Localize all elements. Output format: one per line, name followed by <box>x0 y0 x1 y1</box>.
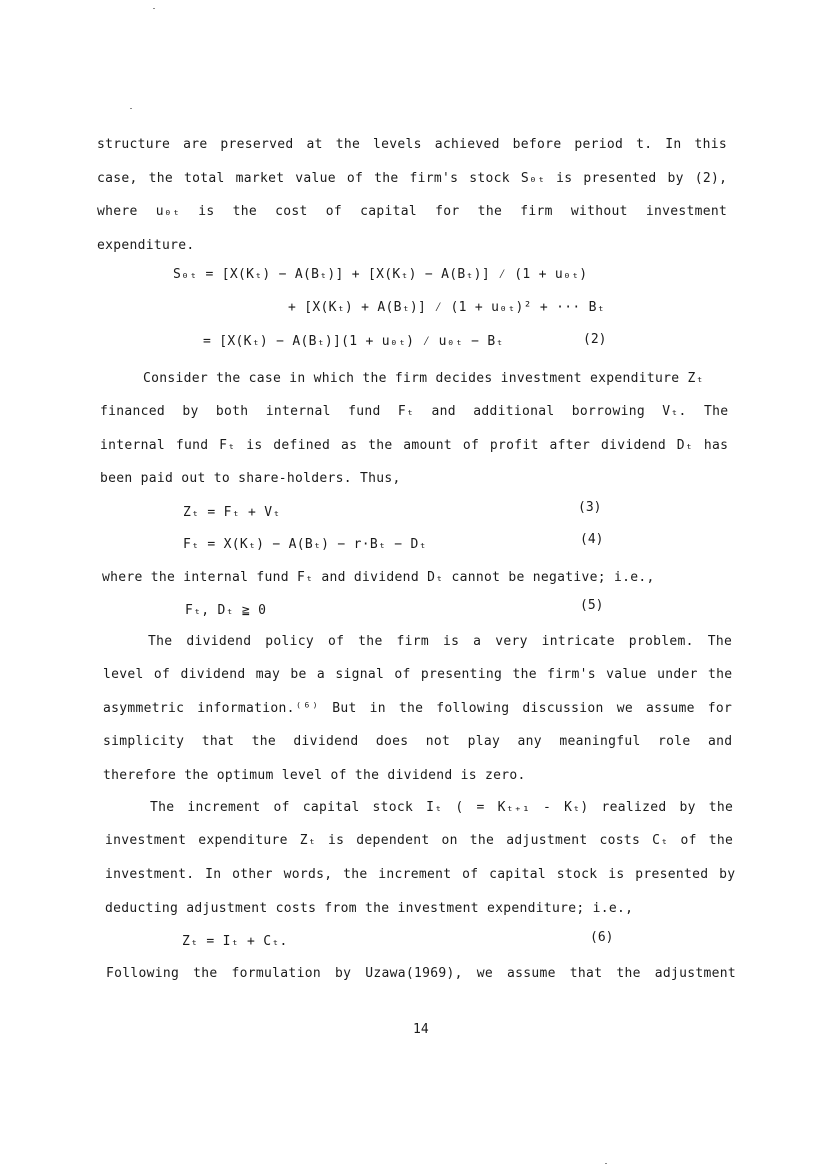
text-line: The increment of capital stock Iₜ ( = Kₜ₊₁ - Kₜ) realized by the <box>150 800 734 815</box>
text-line: level of dividend may be a signal of presenting the firm's value under the <box>103 667 733 682</box>
text-line: therefore the optimum level of the dividend is zero. <box>103 768 526 783</box>
equation-line: Fₜ, Dₜ ≧ 0 <box>185 603 267 618</box>
equation-number: (4) <box>580 532 604 547</box>
equation-number: (5) <box>580 598 604 613</box>
scan-speck <box>153 8 155 9</box>
text-line: been paid out to share-holders. Thus, <box>100 471 401 486</box>
text-line: asymmetric information.⁽⁶⁾ But in the following discussion we assume for <box>103 701 733 716</box>
equation-line: = [X(Kₜ) − A(Bₜ)](1 + u₀ₜ) ⁄ u₀ₜ − Bₜ <box>203 334 504 349</box>
equation-number: (3) <box>578 500 602 515</box>
text-line: expenditure. <box>97 238 195 253</box>
text-line: deducting adjustment costs from the investment expenditure; i.e., <box>105 901 634 916</box>
text-line: where u₀ₜ is the cost of capital for the firm without investment <box>97 204 728 219</box>
text-line: structure are preserved at the levels achieved before period t. In this <box>97 137 727 152</box>
equation-line: Zₜ = Fₜ + Vₜ <box>183 505 281 520</box>
text-line: internal fund Fₜ is defined as the amount of profit after dividend Dₜ has <box>100 438 729 453</box>
scan-speck <box>130 108 132 109</box>
equation-line: Fₜ = X(Kₜ) − A(Bₜ) − r·Bₜ − Dₜ <box>183 537 427 552</box>
text-line: investment expenditure Zₜ is dependent on the adjustment costs Cₜ of the <box>105 833 734 848</box>
text-line: The dividend policy of the firm is a very intricate problem. The <box>148 634 733 649</box>
equation-line: S₀ₜ = [X(Kₜ) − A(Bₜ)] + [X(Kₜ) − A(Bₜ)] ⁄ (1 + u₀ₜ) <box>173 267 588 282</box>
page-number: 14 <box>413 1022 429 1037</box>
equation-number: (6) <box>590 930 614 945</box>
text-line: financed by both internal fund Fₜ and additional borrowing Vₜ. The <box>100 404 729 419</box>
text-line: simplicity that the dividend does not play any meaningful role and <box>103 734 733 749</box>
equation-number: (2) <box>583 332 607 347</box>
equation-line: Zₜ = Iₜ + Cₜ. <box>182 934 288 949</box>
text-line: Consider the case in which the firm decides investment expenditure Zₜ <box>143 371 704 386</box>
text-line: where the internal fund Fₜ and dividend Dₜ cannot be negative; i.e., <box>102 570 655 585</box>
equation-line: + [X(Kₜ) + A(Bₜ)] ⁄ (1 + u₀ₜ)² + ··· Bₜ <box>288 300 605 315</box>
scan-speck <box>605 1163 607 1164</box>
text-line: case, the total market value of the firm's stock S₀ₜ is presented by (2), <box>97 171 728 186</box>
text-line: Following the formulation by Uzawa(1969), we assume that the adjustment <box>106 966 736 981</box>
text-line: investment. In other words, the increment of capital stock is presented by <box>105 867 736 882</box>
